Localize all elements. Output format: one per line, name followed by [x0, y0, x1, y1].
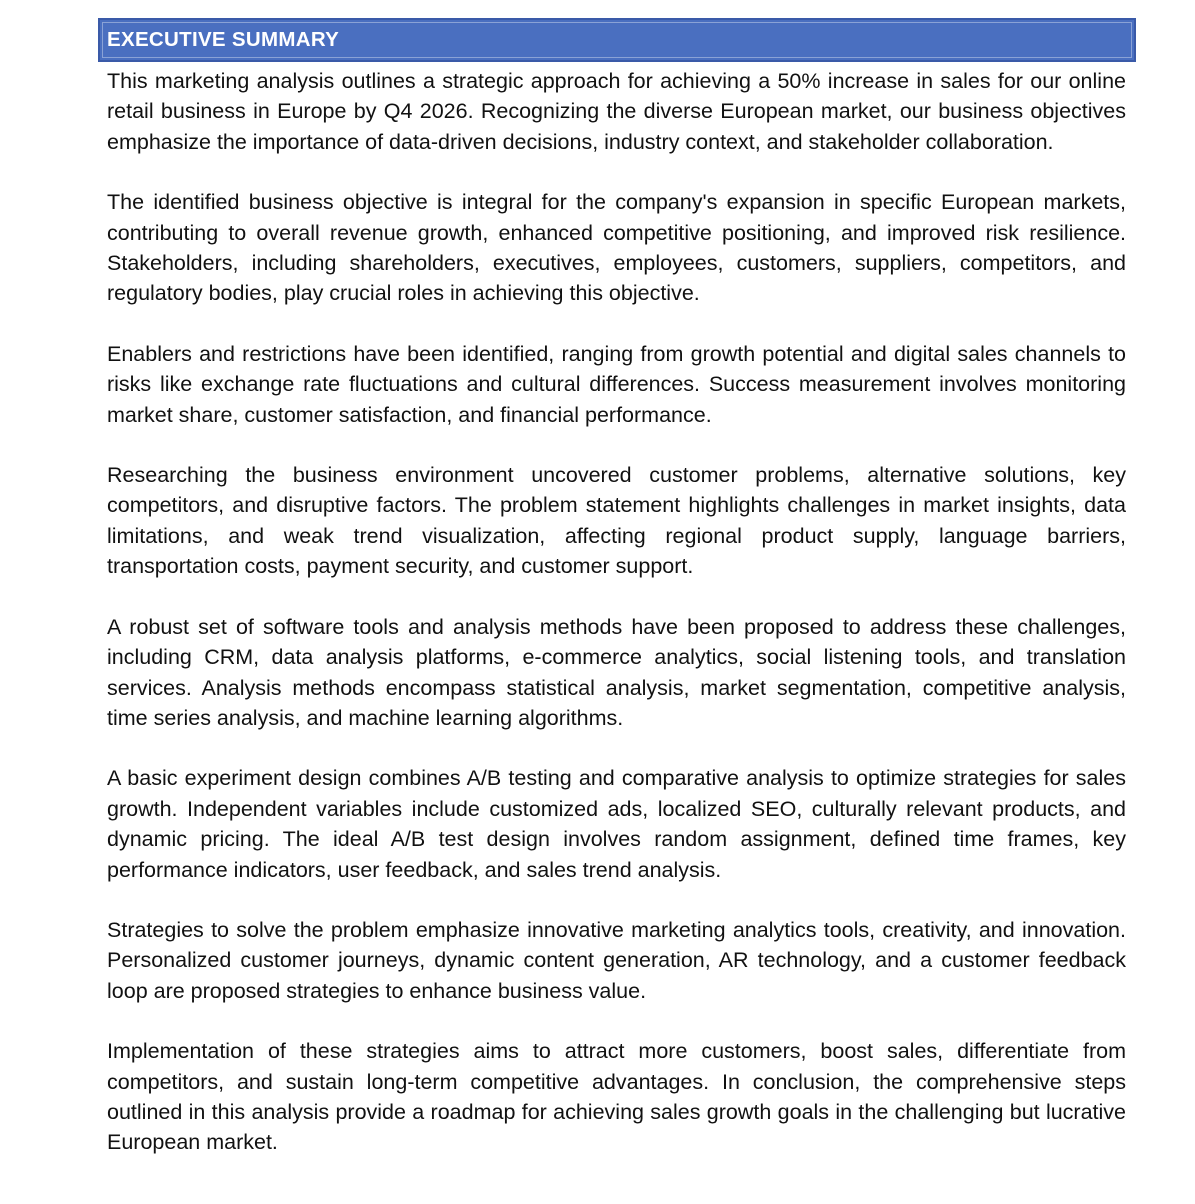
paragraph-business-environment: Researching the business environment uncovered customer problems, alternative solutions, key competitors, and disruptive factors. The problem statement highlights challenges in market insights, data limitations, and weak trend visualization, affecting regional product supply, language barriers, transportation costs, payment security, and customer support. — [107, 463, 1126, 579]
paragraph-business-objective: The identified business objective is integral for the company's expansion in specific European markets, contributing to overall revenue growth, enhanced competitive positioning, and improved risk resilience. Stakeholders, including shareholders, executives, employees, customers, suppliers, competitors, and regulatory bodies, play crucial roles in achieving this objective. — [107, 190, 1126, 306]
paragraph-strategies: Strategies to solve the problem emphasize innovative marketing analytics tools, creativity, and innovation. Personalized customer journeys, dynamic content generation, AR technology, and a customer feedback loop are proposed strategies to enhance business value. — [107, 917, 1126, 1003]
section-header-bar — [98, 18, 1136, 62]
section-title: EXECUTIVE SUMMARY — [107, 28, 340, 51]
summary-body — [98, 62, 1136, 1158]
document-page — [98, 18, 1136, 1158]
paragraph-conclusion: Implementation of these strategies aims to attract more customers, boost sales, differentiate from competitors, and sustain long-term competitive advantages. In conclusion, the comprehensive steps outlined in this analysis provide a roadmap for achieving sales growth goals in the challenging but lucrative European market. — [107, 1039, 1126, 1155]
paragraph-intro: This marketing analysis outlines a strategic approach for achieving a 50% increase in sales for our online retail business in Europe by Q4 2026. Recognizing the diverse European market, our business objectives emphasize the importance of data-driven decisions, industry context, and stakeholder collaboration. — [107, 69, 1126, 154]
paragraph-enablers-restrictions: Enablers and restrictions have been identified, ranging from growth potential and digital sales channels to risks like exchange rate fluctuations and cultural differences. Success measurement involves monitoring market share, customer satisfaction, and financial performance. — [107, 341, 1126, 427]
paragraph-tools-methods: A robust set of software tools and analysis methods have been proposed to address these challenges, including CRM, data analysis platforms, e-commerce analytics, social listening tools, and translation services. Analysis methods encompass statistical analysis, market segmentation, competitive analysis, time series analysis, and machine learning algorithms. — [107, 614, 1126, 730]
paragraph-experiment-design: A basic experiment design combines A/B testing and comparative analysis to optimize strategies for sales growth. Independent variables include customized ads, localized SEO, culturally relevant products, and dynamic pricing. The ideal A/B test design involves random assignment, defined time frames, key performance indicators, user feedback, and sales trend analysis. — [107, 766, 1126, 882]
